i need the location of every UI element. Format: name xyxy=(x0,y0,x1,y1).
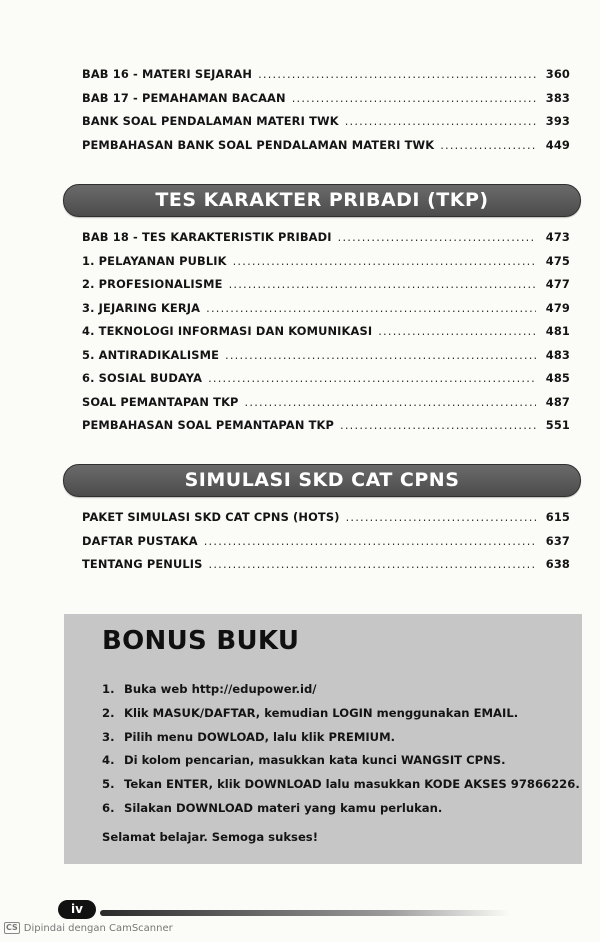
toc-entry[interactable]: SOAL PEMANTAPAN TKP ..... 487 xyxy=(82,391,570,415)
scanner-text: Dipindai dengan CamScanner xyxy=(23,922,173,934)
toc-entry[interactable]: 3. JEJARING KERJA ..... 479 xyxy=(82,297,570,321)
toc-entry[interactable]: BANK SOAL PENDALAMAN MATERI TWK ..... 393 xyxy=(82,110,570,134)
toc-entry[interactable]: PEMBAHASAN BANK SOAL PENDALAMAN MATERI TWK ..... 449 xyxy=(82,134,570,158)
bonus-closing: Selamat belajar. Semoga sukses! xyxy=(102,830,318,844)
bonus-title: BONUS BUKU xyxy=(102,626,300,656)
footer-divider xyxy=(100,910,510,916)
toc-top-list xyxy=(82,63,570,157)
toc-entry[interactable]: 4. TEKNOLOGI INFORMASI DAN KOMUNIKASI ..... 481 xyxy=(82,320,570,344)
toc-entry[interactable]: PEMBAHASAN SOAL PEMANTAPAN TKP ..... 551 xyxy=(82,414,570,438)
toc-entry[interactable]: DAFTAR PUSTAKA ..... 637 xyxy=(82,530,570,554)
page-number: iv xyxy=(58,900,96,919)
bonus-step: 2. Klik MASUK/DAFTAR, kemudian LOGIN menggunakan EMAIL. xyxy=(102,705,519,720)
toc-entry[interactable]: 6. SOSIAL BUDAYA ..... 485 xyxy=(82,367,570,391)
toc-entry[interactable]: PAKET SIMULASI SKD CAT CPNS (HOTS) ..... 615 xyxy=(82,506,570,530)
toc-entry[interactable]: BAB 17 - PEMAHAMAN BACAAN ..... 383 xyxy=(82,87,570,111)
toc-entry[interactable]: 1. PELAYANAN PUBLIK ..... 475 xyxy=(82,250,570,274)
bonus-step: 4. Di kolom pencarian, masukkan kata kunci WANGSIT CPNS. xyxy=(102,753,506,768)
toc-entry[interactable]: TENTANG PENULIS ..... 638 xyxy=(82,553,570,577)
bonus-box xyxy=(64,614,582,864)
bonus-step: 3. Pilih menu DOWLOAD, lalu klik PREMIUM. xyxy=(102,729,396,744)
toc-entry[interactable]: BAB 18 - TES KARAKTERISTIK PRIBADI ..... 473 xyxy=(82,226,570,250)
scanner-watermark xyxy=(4,922,173,934)
toc-tkp-list xyxy=(82,226,570,438)
toc-entry[interactable]: 2. PROFESIONALISME ..... 477 xyxy=(82,273,570,297)
camscanner-logo-icon: CS xyxy=(6,923,18,932)
bonus-step: 5. Tekan ENTER, klik DOWNLOAD lalu masukkan KODE AKSES 97866226. xyxy=(102,777,580,792)
bonus-step: 1. Buka web http://edupower.id/ xyxy=(102,682,317,696)
bonus-steps xyxy=(102,678,580,821)
section-banner-tkp: TES KARAKTER PRIBADI (TKP) xyxy=(63,184,581,217)
toc-entry[interactable]: 5. ANTIRADIKALISME ..... 483 xyxy=(82,344,570,368)
section-banner-skd: SIMULASI SKD CAT CPNS xyxy=(63,464,581,497)
toc-skd-list xyxy=(82,506,570,577)
bonus-step: 6. Silakan DOWNLOAD materi yang kamu perlukan. xyxy=(102,800,443,815)
toc-entry[interactable]: BAB 16 - MATERI SEJARAH ..... 360 xyxy=(82,63,570,87)
